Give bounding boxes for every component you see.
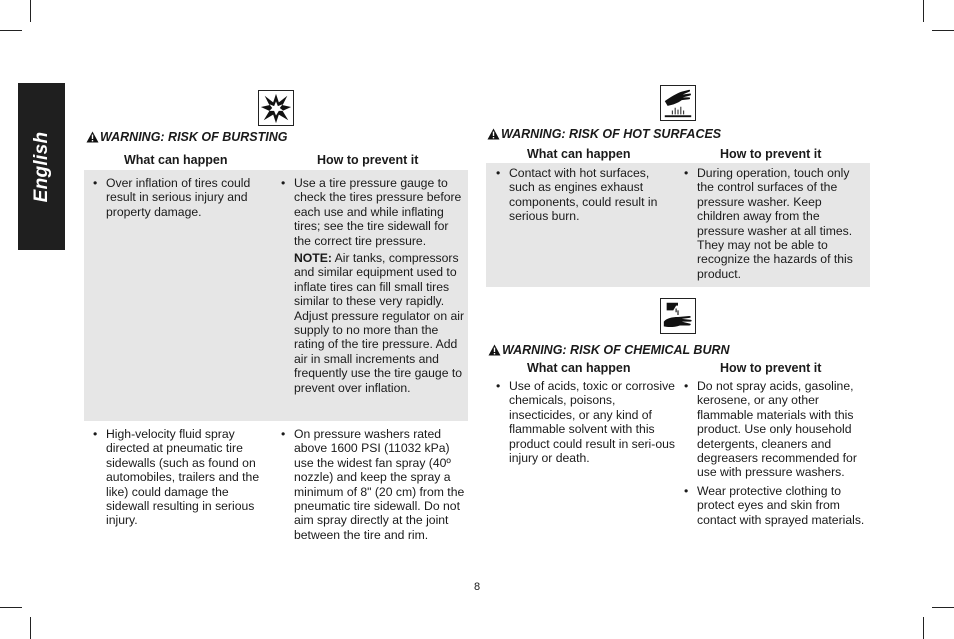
bursting-row-2-how [281, 427, 468, 542]
crop-mark [0, 607, 22, 608]
crop-mark [30, 0, 31, 22]
chemical-warning-title: WARNING: RISK OF CHEMICAL BURN [488, 343, 730, 357]
bursting-row-1-what [93, 176, 269, 219]
language-tab-label: English [30, 131, 52, 202]
list-item: • High-velocity fluid spray directed at pneumatic tire sidewalls (such as found on automobiles, trailers and the like) could damage the sidewall resulting in serious injury. [93, 427, 269, 528]
bursting-row-2-what [93, 427, 269, 528]
hot-col-what: What can happen [527, 147, 631, 161]
chemical-row-what [496, 379, 676, 465]
hot-surface-hand-icon [660, 85, 696, 121]
chemical-col-what: What can happen [527, 361, 631, 375]
list-item: • During operation, touch only the control surfaces of the pressure washer. Keep children away from the pressure washer at all times. They may not be able to recognize the hazards of this product. [684, 166, 864, 281]
list-item: • Use a tire pressure gauge to check the tires pressure before each use and while inflating tires; see the tire sidewall for the correct tire pressure. NOTE: Air tanks, compressors and similar equipment used to inflate tires can fill small tires similar to these very rapidly. Adjust pressure regulator on air supply to no more than the rating of the tire pressure. Add air in small increments and frequently use the tire gauge to prevent over inflation. [281, 176, 468, 395]
chemical-col-how: How to prevent it [720, 361, 822, 375]
bursting-col-what: What can happen [124, 153, 228, 167]
hot-row-how [684, 166, 864, 281]
hot-col-how: How to prevent it [720, 147, 822, 161]
warning-triangle-icon [487, 128, 500, 140]
crop-mark [0, 30, 22, 31]
list-item: • Wear protective clothing to protect eyes and skin from contact with sprayed materials. [684, 484, 866, 527]
warning-triangle-icon [86, 131, 99, 143]
hot-row-what [496, 166, 674, 224]
crop-mark [30, 617, 31, 639]
crop-mark [923, 0, 924, 22]
crop-mark [923, 617, 924, 639]
list-item: • Over inflation of tires could result in serious injury and property damage. [93, 176, 269, 219]
crop-mark [932, 607, 954, 608]
bursting-col-how: How to prevent it [317, 153, 419, 167]
language-tab [18, 83, 65, 250]
chemical-row-how [684, 379, 866, 527]
explosion-icon [258, 90, 294, 126]
crop-mark [932, 30, 954, 31]
bursting-warning-title: WARNING: RISK OF BURSTING [86, 130, 288, 144]
hot-warning-title: WARNING: RISK OF HOT SURFACES [487, 127, 721, 141]
page-number: 8 [473, 581, 481, 593]
note: NOTE: Air tanks, compressors and similar equipment used to inflate tires can fill small tires similar to these very rapidly. Adjust pressure regulator on air supply to no more than the rating of the tire pressure. Add air in small increments and frequently use the tire gauge to prevent over inflation. [294, 251, 465, 395]
bursting-row-1-how [281, 176, 468, 395]
warning-triangle-icon [488, 344, 501, 356]
list-item: • On pressure washers rated above 1600 PSI (11032 kPa) use the widest fan spray (40º nozzle) and keep the spray a minimum of 8" (20 cm) from the pneumatic tire sidewall. Do not aim spray directly at the joint between the tire and rim. [281, 427, 468, 542]
list-item: • Contact with hot surfaces, such as engines exhaust components, could result in serious burn. [496, 166, 674, 224]
list-item: • Use of acids, toxic or corrosive chemicals, poisons, insecticides, or any kind of flammable solvent with this product could result in seri-ous injury or death. [496, 379, 676, 465]
chemical-burn-icon [660, 298, 696, 334]
list-item: • Do not spray acids, gasoline, kerosene, or any other flammable materials with this product. Use only household detergents, cleaners and degreasers recommended for use with pressure washers. [684, 379, 866, 480]
